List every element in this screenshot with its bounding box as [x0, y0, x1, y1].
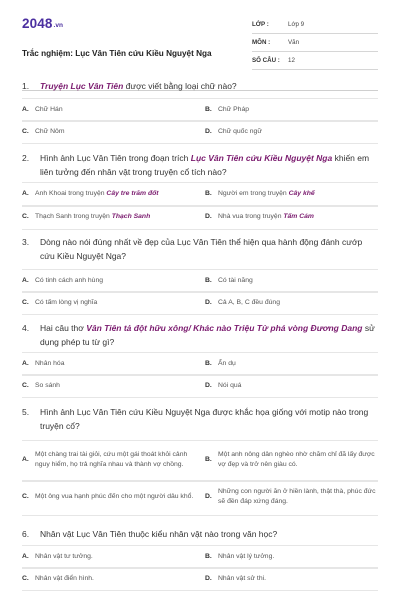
- option-d[interactable]: [205, 567, 378, 589]
- option-a[interactable]: [22, 440, 195, 480]
- option-letter: D.: [205, 298, 212, 306]
- option-b[interactable]: [205, 352, 378, 374]
- option-text: Người em trong truyện: [218, 190, 289, 197]
- option-text: Có tinh cách anh hùng: [35, 276, 104, 284]
- logo-suffix: .vn: [53, 22, 64, 29]
- option-a[interactable]: [22, 98, 195, 120]
- option-letter: A.: [22, 105, 29, 113]
- option-letter: A.: [22, 276, 29, 284]
- question-number: 2.: [22, 153, 30, 163]
- option-a[interactable]: [22, 545, 195, 567]
- site-logo[interactable]: [22, 16, 63, 31]
- option-letter: B.: [205, 552, 212, 560]
- option-letter: B.: [205, 190, 212, 197]
- option-d[interactable]: [205, 291, 378, 313]
- options-row-2: [22, 567, 378, 589]
- info-key: SỐ CÂU :: [252, 57, 280, 64]
- option-d[interactable]: [205, 480, 378, 514]
- option-letter: D.: [205, 127, 212, 135]
- page-title: Trắc nghiệm: Lục Vân Tiên cứu Kiều Nguyệt Nga: [22, 49, 212, 58]
- option-letter: C.: [22, 298, 29, 306]
- question-stem: [22, 528, 378, 542]
- question-number: 5.: [22, 407, 30, 417]
- options-row-1: [22, 352, 378, 374]
- options-row-1: [22, 440, 378, 480]
- stem-text: khiến em liên tưởng đến nhân vật trong truyện cổ tích nào?: [40, 153, 370, 177]
- option-c[interactable]: [22, 120, 195, 142]
- options-row-1: [22, 182, 378, 205]
- question-number: 3.: [22, 237, 30, 247]
- option-text: Ẩn dụ: [218, 359, 236, 367]
- option-emphasis: Cây tre trăm đốt: [106, 190, 159, 197]
- stem-emphasis: Lục Vân Tiên cứu Kiều Nguyệt Nga: [190, 153, 333, 163]
- info-row-class: [252, 16, 378, 34]
- question-stem: [22, 80, 378, 94]
- option-b[interactable]: [205, 440, 378, 480]
- options-row-2: [22, 374, 378, 396]
- stem-text: Hai câu thơ: [40, 323, 87, 333]
- option-emphasis: Tấm Cám: [283, 213, 314, 220]
- question-2: [22, 152, 378, 230]
- option-a[interactable]: [22, 269, 195, 291]
- option-text: Chữ quốc ngữ: [218, 127, 262, 135]
- option-text: Nhà vua trong truyện: [218, 213, 284, 220]
- stem-emphasis: Truyện Lục Vân Tiên: [40, 81, 124, 91]
- option-text: Anh Khoai trong truyện: [35, 190, 107, 197]
- info-key: LỚP :: [252, 21, 269, 28]
- question-3: [22, 236, 378, 316]
- option-c[interactable]: [22, 291, 195, 313]
- option-letter: C.: [22, 574, 29, 582]
- stem-text: sử dụng phép tu từ gì?: [40, 323, 375, 347]
- option-text: Một anh nông dân nghèo nhờ chăm chỉ đã lấy được vợ đẹp và trở nên giàu có.: [218, 451, 375, 468]
- option-text: Những con người ăn ở hiền lành, thật thà, phúc đức sẽ đền đáp xứng đáng.: [218, 488, 376, 505]
- option-letter: C.: [22, 493, 29, 500]
- info-value: Lớp 9: [288, 21, 305, 28]
- info-table: [252, 16, 378, 70]
- question-stem: [22, 322, 378, 349]
- stem-text: Nhân vật Lục Vân Tiên thuộc kiểu nhân vật nào trong văn học?: [40, 529, 278, 539]
- options-row-2: [22, 291, 378, 313]
- question-stem: [22, 236, 378, 263]
- options-row-1: [22, 545, 378, 567]
- options-row-2: [22, 205, 378, 228]
- option-d[interactable]: [205, 374, 378, 396]
- option-text: Nhân vật sử thi.: [218, 574, 266, 582]
- option-letter: C.: [22, 381, 29, 389]
- option-c[interactable]: [22, 567, 195, 589]
- option-letter: B.: [205, 456, 212, 463]
- option-letter: D.: [205, 381, 212, 389]
- option-letter: B.: [205, 105, 212, 113]
- info-row-subject: [252, 34, 378, 52]
- option-text: Một chàng trai tài giỏi, cứu một gái thoát khỏi cảnh nguy hiểm, họ trả nghĩa nhau và thành vợ chồng.: [35, 451, 188, 468]
- info-value: 12: [288, 57, 295, 64]
- question-5: [22, 406, 378, 521]
- option-c[interactable]: [22, 205, 195, 228]
- option-c[interactable]: [22, 374, 195, 396]
- option-letter: A.: [22, 190, 29, 197]
- option-b[interactable]: [205, 98, 378, 120]
- option-text: Có tấm lòng vị nghĩa: [35, 298, 98, 306]
- option-text: Chữ Pháp: [218, 105, 250, 113]
- option-text: Nhân hóa: [35, 359, 65, 367]
- option-b[interactable]: [205, 545, 378, 567]
- option-emphasis: Cây khế: [288, 190, 315, 197]
- stem-text: Hình ảnh Lục Vân Tiên cứu Kiều Nguyệt Nga được khắc họa giống với motip nào trong truyện cổ?: [40, 407, 369, 431]
- question-stem: [22, 152, 378, 179]
- option-text: So sánh: [35, 381, 60, 389]
- option-letter: C.: [22, 213, 29, 220]
- option-letter: D.: [205, 574, 212, 582]
- options-row-1: [22, 269, 378, 291]
- option-c[interactable]: [22, 480, 195, 514]
- option-text: Cả A, B, C đều đúng: [218, 298, 280, 306]
- option-letter: A.: [22, 552, 29, 560]
- question-number: 1.: [22, 81, 30, 91]
- question-1: [22, 80, 378, 150]
- option-text: Thạch Sanh trong truyện: [35, 213, 112, 220]
- option-b[interactable]: [205, 182, 378, 205]
- info-value: Văn: [288, 39, 300, 46]
- option-d[interactable]: [205, 120, 378, 142]
- stem-text: được viết bằng loại chữ nào?: [123, 81, 237, 91]
- option-text: Nhân vật tư tưởng.: [35, 552, 93, 560]
- option-text: Một ông vua hạnh phúc đến cho một người dâu khổ.: [35, 493, 194, 500]
- option-letter: D.: [205, 493, 212, 500]
- info-key: MÔN :: [252, 39, 271, 46]
- option-letter: A.: [22, 456, 29, 463]
- options-row-1: [22, 98, 378, 120]
- question-number: 4.: [22, 323, 30, 333]
- option-a[interactable]: [22, 352, 195, 374]
- option-d[interactable]: [205, 205, 378, 228]
- option-a[interactable]: [22, 182, 195, 205]
- question-4: [22, 322, 378, 402]
- info-row-count: [252, 52, 378, 70]
- option-letter: C.: [22, 127, 29, 135]
- option-text: Nói quá: [218, 381, 242, 389]
- question-stem: [22, 406, 378, 433]
- option-text: Nhân vật lý tưởng.: [218, 552, 275, 560]
- stem-emphasis: Vân Tiên tả đột hữu xông/ Khác nào Triệu Tử phá vòng Đương Dang: [86, 323, 363, 333]
- options-row-2: [22, 480, 378, 514]
- option-letter: B.: [205, 276, 212, 284]
- question-number: 6.: [22, 529, 30, 539]
- option-letter: B.: [205, 359, 212, 367]
- options-row-2: [22, 120, 378, 142]
- option-emphasis: Thạch Sanh: [111, 213, 151, 220]
- option-letter: A.: [22, 359, 29, 367]
- option-letter: D.: [205, 213, 212, 220]
- option-b[interactable]: [205, 269, 378, 291]
- option-text: Chữ Nôm: [35, 127, 65, 135]
- option-text: Có tài năng: [218, 276, 253, 284]
- stem-text: Hình ảnh Lục Vân Tiên trong đoạn trích: [40, 153, 191, 163]
- question-6: [22, 528, 378, 594]
- stem-text: Dòng nào nói đúng nhất về đẹp của Lục Vân Tiên thể hiện qua hành động đánh cướp cứu Kiều Nguyệt Nga?: [40, 237, 363, 261]
- header: [22, 16, 378, 68]
- option-text: Nhân vật điển hình.: [35, 574, 94, 582]
- logo-text: 2048: [22, 16, 53, 31]
- option-text: Chữ Hán: [35, 105, 63, 113]
